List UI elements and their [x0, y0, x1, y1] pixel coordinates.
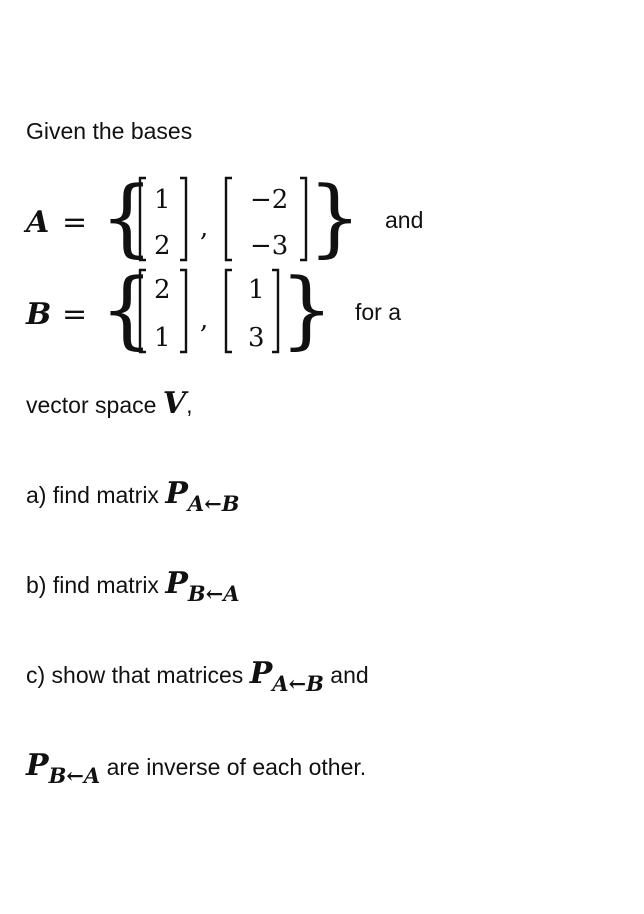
vector-space-line [26, 386, 192, 421]
part-a-text: a) find matrix [26, 482, 166, 508]
basis-a-suffix: and [385, 207, 424, 233]
part-c-suffix: and [323, 662, 369, 688]
basis-b-equals: = [62, 297, 88, 332]
vector-space-text: vector space [26, 392, 163, 418]
basis-b-v1-right-bracket [180, 270, 186, 352]
basis-b-v1-top: 2 [154, 275, 171, 305]
vector-space-symbol: V [162, 386, 187, 421]
part-b-text: b) find matrix [26, 572, 166, 598]
basis-a-v2-bottom: −3 [250, 231, 289, 261]
basis-b-comma: , [200, 305, 209, 335]
basis-b-v2-bottom: 3 [248, 323, 265, 353]
basis-b-v1-bottom: 1 [154, 323, 171, 353]
part-a-line [26, 476, 240, 516]
basis-a-open-brace: { [100, 168, 154, 266]
part-a-symbol: P [165, 476, 188, 511]
basis-a-equals: = [62, 205, 88, 240]
part-b-line [26, 566, 240, 606]
basis-a-comma: , [200, 213, 209, 243]
basis-b-v2-left-bracket [226, 270, 232, 352]
basis-b-v2-top: 1 [248, 275, 265, 305]
basis-a-v2-right-bracket [300, 178, 306, 260]
basis-a-close-brace: } [308, 168, 362, 266]
part-a-subscript: A←B [187, 491, 240, 516]
part-c-continuation-line [26, 748, 367, 788]
part-c-symbol: P [249, 656, 273, 691]
part-c-line [26, 656, 369, 696]
basis-b-suffix: for a [355, 299, 402, 325]
part-c-cont-subscript: B←A [48, 763, 101, 788]
vector-space-punct: , [186, 392, 193, 418]
part-b-subscript: B←A [187, 581, 240, 606]
basis-b-name: B [26, 297, 52, 332]
part-c-cont-symbol: P [26, 748, 49, 783]
basis-a-v1-bottom: 2 [154, 231, 171, 261]
intro-text: Given the bases [26, 118, 193, 144]
basis-b-equation [25, 260, 401, 358]
part-c-subscript: A←B [272, 671, 324, 696]
basis-b-open-brace: { [100, 260, 154, 358]
part-c-cont-suffix: are inverse of each other. [100, 754, 367, 780]
part-b-symbol: P [165, 566, 188, 601]
basis-b-v2-right-bracket [272, 270, 278, 352]
basis-a-v2-top: −2 [250, 185, 289, 215]
basis-b-close-brace: } [280, 260, 334, 358]
part-c-text: c) show that matrices [26, 662, 250, 688]
basis-a-v1-right-bracket [180, 178, 186, 260]
basis-a-equation [23, 168, 423, 266]
basis-a-v2-left-bracket [226, 178, 232, 260]
basis-a-v1-top: 1 [154, 185, 171, 215]
basis-a-name: A [26, 205, 50, 240]
